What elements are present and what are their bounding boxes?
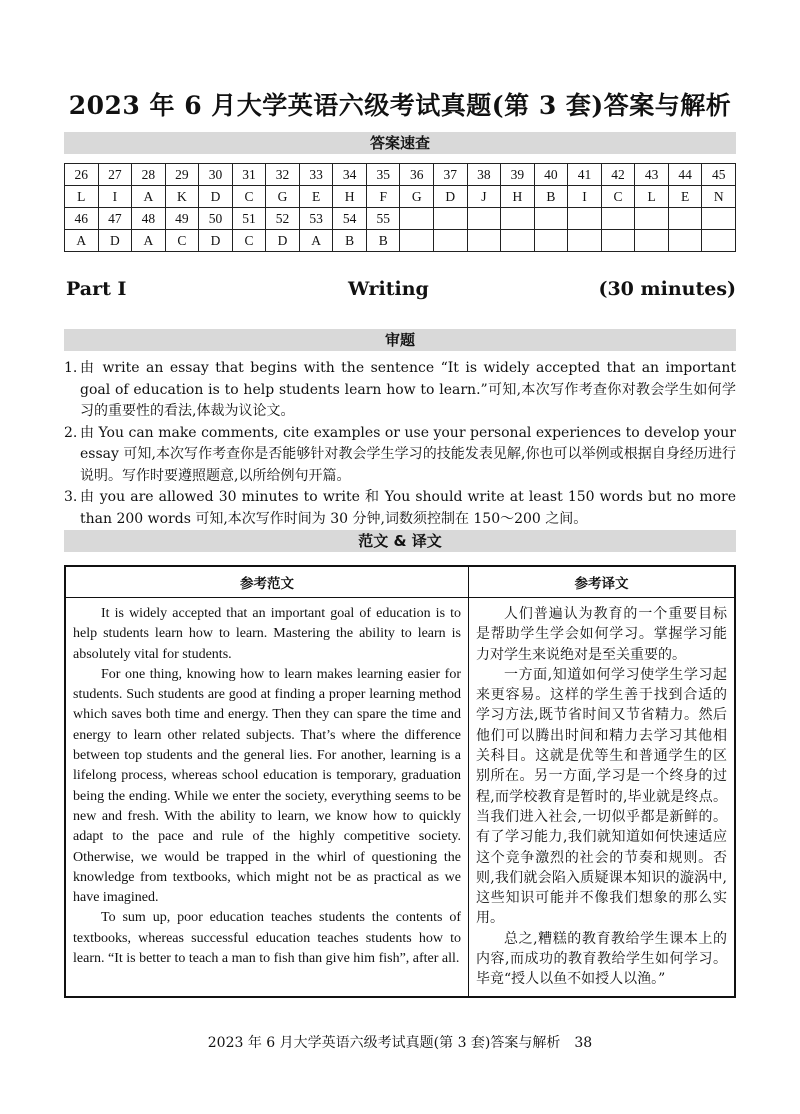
review-list xyxy=(64,358,736,530)
answer-key-cell xyxy=(568,230,602,252)
answer-key-cell: E xyxy=(668,186,702,208)
answer-key-cell: 51 xyxy=(232,208,266,230)
answer-key-cell: H xyxy=(333,186,367,208)
answer-key-cell xyxy=(501,208,535,230)
answer-key-cell: B xyxy=(333,230,367,252)
answer-key-row xyxy=(65,208,736,230)
answer-key-cell: I xyxy=(568,186,602,208)
answer-key-cell xyxy=(702,230,736,252)
answer-key-cell: 39 xyxy=(501,164,535,186)
answer-key-cell: G xyxy=(400,186,434,208)
review-item-text: 由 You can make comments, cite examples or use your personal experiences to develop your essay 可知,本次写作考查你是否能够针对教会学生学习的技能发表见解,你也可以举例或根据自身经历进行说明。写作时要遵照题意,以所给例句开篇。 xyxy=(80,424,736,484)
answer-key-cell: 34 xyxy=(333,164,367,186)
answer-key-cell: 54 xyxy=(333,208,367,230)
answer-key-cell: D xyxy=(434,186,468,208)
answer-key-cell: 29 xyxy=(165,164,199,186)
chinese-translation xyxy=(469,598,736,997)
answer-key-cell: B xyxy=(366,230,400,252)
answer-key-cell xyxy=(467,208,501,230)
review-item-text: 由 write an essay that begins with the sentence “It is widely accepted that an important goal of education is to help students learn how to learn.”可知,本次写作考查你对教会学生如何学习的重要性的看法,体裁为议论文。 xyxy=(80,360,736,419)
answer-key-cell: H xyxy=(501,186,535,208)
answer-key-cell: K xyxy=(165,186,199,208)
english-paragraph: It is widely accepted that an important goal of education is to help students learn how to learn. Mastering the ability to learn is absolutely vital for students. xyxy=(73,606,461,662)
answer-key-cell: D xyxy=(266,230,300,252)
answer-key-cell: 45 xyxy=(702,164,736,186)
answer-key-cell: 28 xyxy=(132,164,166,186)
answer-key-cell xyxy=(601,208,635,230)
review-item xyxy=(64,487,736,530)
answer-key-cell xyxy=(568,208,602,230)
review-item-number: 1. xyxy=(64,360,78,376)
answer-key-cell: 35 xyxy=(366,164,400,186)
part-name: Writing xyxy=(348,278,429,300)
essay-table xyxy=(64,565,736,998)
review-item xyxy=(64,358,736,423)
part-time: (30 minutes) xyxy=(598,278,736,300)
essay-column-header-chinese: 参考译文 xyxy=(469,566,736,598)
answer-key-cell: 37 xyxy=(434,164,468,186)
answer-key-cell: D xyxy=(98,230,132,252)
answer-key-cell: G xyxy=(266,186,300,208)
answer-key-cell: C xyxy=(601,186,635,208)
review-heading: 审题 xyxy=(64,329,736,351)
answer-key-cell xyxy=(434,208,468,230)
answer-key-heading: 答案速查 xyxy=(64,132,736,154)
answer-key-cell: B xyxy=(534,186,568,208)
answer-key-cell: 52 xyxy=(266,208,300,230)
answer-key-cell: C xyxy=(232,186,266,208)
chinese-paragraph: 人们普遍认为教育的一个重要目标是帮助学生学会如何学习。掌握学习能力对学生来说绝对是至关重要的。 xyxy=(476,606,727,663)
answer-key-cell xyxy=(400,208,434,230)
english-paragraph: For one thing, knowing how to learn makes learning easier for students. Such students are good at finding a proper learning method which saves both time and energy. Then they can spare the time and energy to learn other related subjects. That’s where the difference between top students and the general lies. For another, learning is a lifelong process, whereas school education is temporary, graduation being the ending. While we enter the society, everything seems to be new and fresh. With the ability to learn, we know how to quickly adapt to the pace and rule of the highly competitive society. Otherwise, we would be trapped in the whirl of questioning the knowledge from textbooks, which might not be as practical as we have imagined. xyxy=(73,666,461,906)
part-header xyxy=(66,278,736,304)
answer-key-cell: 38 xyxy=(467,164,501,186)
footer-title: 2023 年 6 月大学英语六级考试真题(第 3 套)答案与解析 xyxy=(207,1035,561,1051)
review-item-number: 3. xyxy=(64,489,78,505)
review-item xyxy=(64,423,736,488)
answer-key-cell: 31 xyxy=(232,164,266,186)
answer-key-cell: 53 xyxy=(299,208,333,230)
answer-key-row xyxy=(65,164,736,186)
answer-key-cell: A xyxy=(65,230,99,252)
review-item-text: 由 you are allowed 30 minutes to write 和 You should write at least 150 words but no more than 200 words 可知,本次写作时间为 30 分钟,词数须控制在 150～200 之间。 xyxy=(80,489,736,527)
answer-key-cell: 46 xyxy=(65,208,99,230)
answer-key-cell: I xyxy=(98,186,132,208)
answer-key-cell: E xyxy=(299,186,333,208)
answer-key-cell: J xyxy=(467,186,501,208)
answer-key-cell xyxy=(534,230,568,252)
essay-column-header-english: 参考范文 xyxy=(65,566,469,598)
answer-key-cell: 36 xyxy=(400,164,434,186)
answer-key-cell: C xyxy=(232,230,266,252)
english-essay xyxy=(65,598,469,997)
answer-key-row xyxy=(65,230,736,252)
chinese-paragraph: 一方面,知道如何学习使学生学习起来更容易。这样的学生善于找到合适的学习方法,既节省时间又节省精力。然后他们可以腾出时间和精力去学习其他相关科目。这就是优等生和普通学生的区别所在。另一方面,学习是一个终身的过程,而学校教育是暂时的,毕业就是终点。当我们进入社会,一切似乎都是新鲜的。有了学习能力,我们就知道如何快速适应这个竞争激烈的社会的节奏和规则。否则,我们就会陷入质疑课本知识的漩涡中,这些知识可能并不像我们想象的那么实用。 xyxy=(476,666,727,927)
answer-key-cell: 42 xyxy=(601,164,635,186)
answer-key-cell: 30 xyxy=(199,164,233,186)
answer-key-cell: 43 xyxy=(635,164,669,186)
answer-key-cell: 44 xyxy=(668,164,702,186)
answer-key-cell xyxy=(635,208,669,230)
part-label: Part Ⅰ xyxy=(66,278,127,300)
answer-key-cell: A xyxy=(132,230,166,252)
answer-key-cell xyxy=(668,230,702,252)
review-item-number: 2. xyxy=(64,424,78,441)
answer-key-cell: 32 xyxy=(266,164,300,186)
answer-key-cell: 33 xyxy=(299,164,333,186)
answer-key-cell: 41 xyxy=(568,164,602,186)
answer-key-cell: C xyxy=(165,230,199,252)
answer-key-cell: A xyxy=(132,186,166,208)
answer-key-cell: F xyxy=(366,186,400,208)
answer-key-cell: 26 xyxy=(65,164,99,186)
answer-key-cell xyxy=(635,230,669,252)
answer-key-cell: 55 xyxy=(366,208,400,230)
answer-key-cell: 48 xyxy=(132,208,166,230)
essay-heading: 范文 & 译文 xyxy=(64,530,736,552)
page-title: 2023 年 6 月大学英语六级考试真题(第 3 套)答案与解析 xyxy=(68,91,732,120)
answer-key-cell: A xyxy=(299,230,333,252)
answer-key-cell xyxy=(400,230,434,252)
chinese-paragraph: 总之,糟糕的教育教给学生课本上的内容,而成功的教育教给学生如何学习。毕竟“授人以鱼不如授人以渔。” xyxy=(476,930,727,988)
answer-key-cell: N xyxy=(702,186,736,208)
answer-key-cell: D xyxy=(199,186,233,208)
answer-key-table xyxy=(64,163,736,252)
answer-key-cell xyxy=(601,230,635,252)
answer-key-cell xyxy=(702,208,736,230)
answer-key-cell xyxy=(467,230,501,252)
english-paragraph: To sum up, poor education teaches students the contents of textbooks, whereas successful education teaches students how to learn. “It is better to teach a man to fish than give him fish”, after all. xyxy=(73,910,461,967)
answer-key-cell: L xyxy=(65,186,99,208)
answer-key-row xyxy=(65,186,736,208)
answer-key-cell: 27 xyxy=(98,164,132,186)
answer-key-cell xyxy=(668,208,702,230)
answer-key-cell: L xyxy=(635,186,669,208)
answer-key-cell: D xyxy=(199,230,233,252)
answer-key-cell: 50 xyxy=(199,208,233,230)
answer-key-cell xyxy=(434,230,468,252)
answer-key-cell: 49 xyxy=(165,208,199,230)
page-number: 38 xyxy=(574,1035,593,1051)
answer-key-cell xyxy=(501,230,535,252)
page-footer xyxy=(0,1032,800,1052)
answer-key-cell: 40 xyxy=(534,164,568,186)
answer-key-cell: 47 xyxy=(98,208,132,230)
answer-key-cell xyxy=(534,208,568,230)
